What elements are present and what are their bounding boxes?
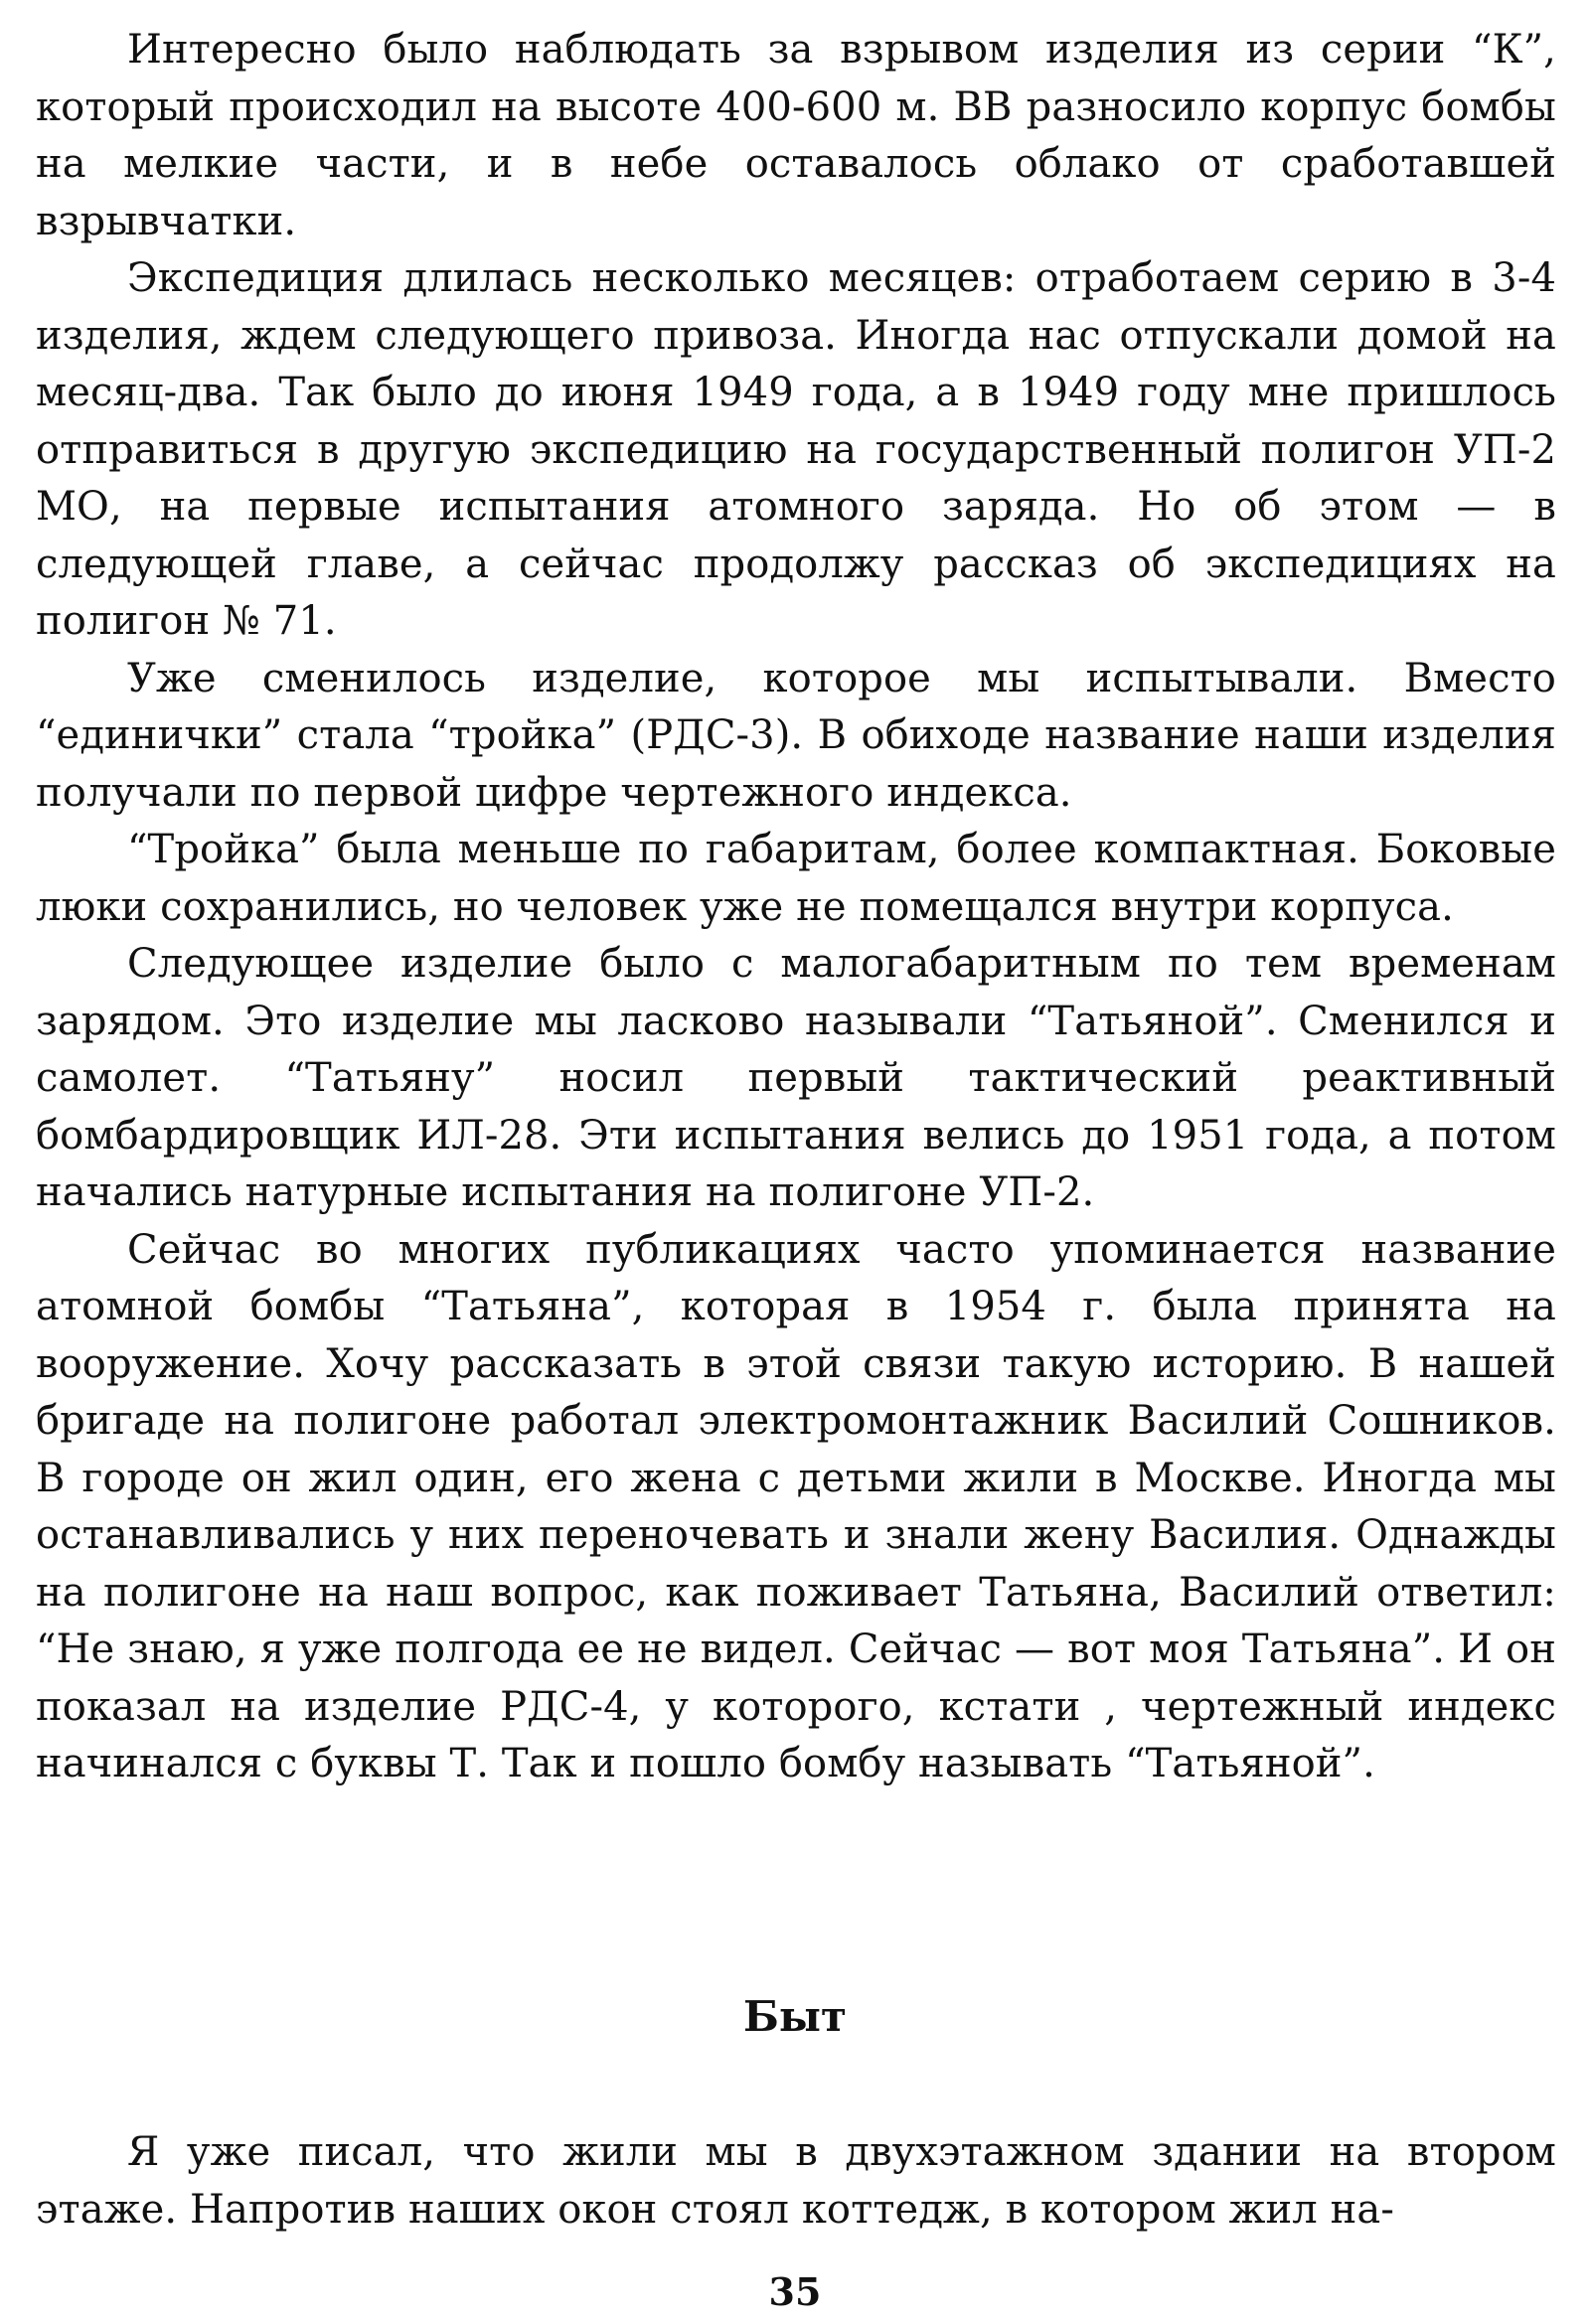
page-number: 35 xyxy=(768,2269,822,2314)
paragraph: Экспедиция длилась несколько месяцев: отработаем серию в 3-4 изделия, ждем следующего привоза. Иногда нас отпускали домой на месяц-два. Так было до июня 1949 года, а в 1949 году мне пришлось отправиться в другую экспедицию на государственный полигон УП-2 МО, на первые испытания атомного заряда. Но об этом — в следующей главе, а сейчас продолжу рассказ об экспедициях на полигон № 71. xyxy=(36,255,1556,644)
paragraph: “Тройка” была меньше по габаритам, более компактная. Боковые люки сохранились, но человек уже не помещался внутри корпуса. xyxy=(36,827,1556,930)
body-text xyxy=(36,22,1556,1793)
paragraph: Сейчас во многих публикациях часто упоминается название атомной бомбы “Татьяна”, которая в 1954 г. была принята на вооружение. Хочу рассказать в этой связи такую историю. В нашей бригаде на полигоне работал электромонтажник Василий Сошников. В городе он жил один, его жена с детьми жили в Москве. Иногда мы останавливались у них переночевать и знали жену Василия. Однажды на полигоне на наш вопрос, как поживает Татьяна, Василий ответил: “Не знаю, я уже полгода ее не видел. Сейчас — вот моя Татьяна”. И он показал на изделие РДС-4, у которого, кстати , чертежный индекс начинался с буквы Т. Так и пошло бомбу называть “Татьяной”. xyxy=(36,1226,1556,1786)
section-title: Быт xyxy=(742,1992,847,2041)
paragraph: Уже сменилось изделие, которое мы испытывали. Вместо “единички” стала “тройка” (РДС-3). В обиходе название наши изделия получали по первой цифре чертежного индекса. xyxy=(36,655,1556,816)
section-body-text xyxy=(36,2124,1556,2239)
paragraph: Я уже писал, что жили мы в двухэтажном здании на втором этаже. Напротив наших окон стоял коттедж, в котором жил на- xyxy=(36,2129,1556,2233)
paragraph: Интересно было наблюдать за взрывом изделия из серии “К”, который происходил на высоте 400-600 м. ВВ разносило корпус бомбы на мелкие части, и в небе оставалось облако от сработавшей взрывчатки. xyxy=(36,27,1556,244)
paragraph: Следующее изделие было с малогабаритным по тем временам зарядом. Это изделие мы ласково называли “Татьяной”. Сменился и самолет. “Татьяну” носил первый тактический реактивный бомбардировщик ИЛ-28. Эти испытания велись до 1951 года, а потом начались натурные испытания на полигоне УП-2. xyxy=(36,941,1556,1215)
